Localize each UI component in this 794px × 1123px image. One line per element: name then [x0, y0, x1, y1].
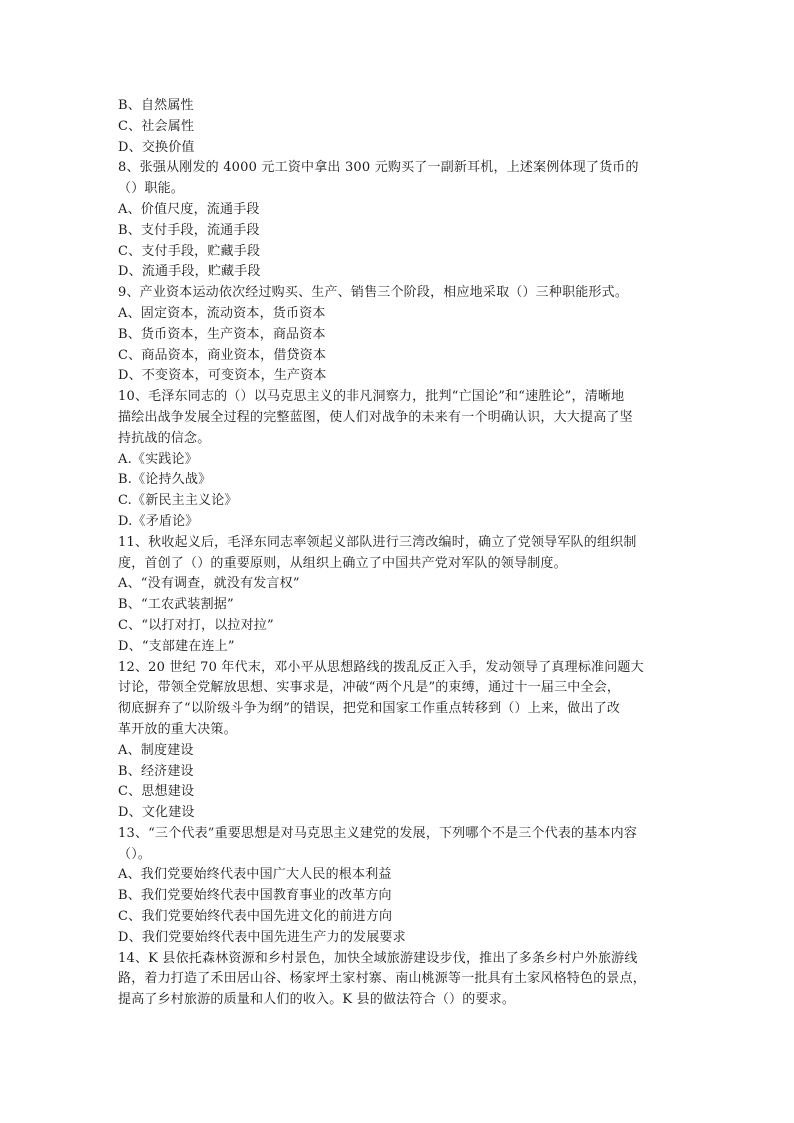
document-page [118, 96, 678, 1011]
prev-question-options [118, 96, 678, 158]
option-d: D、不变资本，可变资本，生产资本 [118, 368, 327, 384]
option-a: A、固定资本，流动资本，货币资本 [118, 305, 326, 321]
question-11 [118, 533, 678, 658]
option-c: C、商品资本，商业资本，借贷资本 [118, 347, 327, 363]
question-text: 11、秋收起义后，毛泽东同志率领起义部队进行三湾改编时，确立了党领导军队的组织制 [118, 534, 637, 550]
question-text: 持抗战的信念。 [118, 430, 211, 446]
question-text: 革开放的重大决策。 [118, 721, 237, 737]
option-d: D、流通手段，贮藏手段 [118, 264, 261, 280]
option-c: C、我们党要始终代表中国先进文化的前进方向 [118, 909, 393, 925]
option-b: B、经济建设 [118, 763, 194, 779]
option-c: C.《新民主主义论》 [118, 493, 238, 509]
option-b: B、支付手段，流通手段 [118, 222, 260, 238]
option-b: B.《论持久战》 [118, 472, 212, 488]
question-text: 讨论，带领全党解放思想、实事求是，冲破“两个凡是”的束缚，通过十一届三中全会， [118, 680, 621, 696]
question-text: 13、“三个代表”重要思想是对马克思主义建党的发展，下列哪个不是三个代表的基本内容 [118, 825, 638, 841]
question-text: 度，首创了（）的重要原则，从组织上确立了中国共产党对军队的领导制度。 [118, 555, 567, 571]
option-d: D、文化建设 [118, 805, 195, 821]
option-d: D、我们党要始终代表中国先进生产力的发展要求 [118, 929, 406, 945]
option-d: D、“支部建在连上” [118, 638, 235, 654]
question-text: 彻底摒弃了“以阶级斗争为纲”的错误，把党和国家工作重点转移到（）上来，做出了改 [118, 701, 621, 717]
question-text: 14、K 县依托森林资源和乡村景色，加快全域旅游建设步伐，推出了多条乡村户外旅游线 [118, 950, 638, 966]
option-b: B、货币资本，生产资本，商品资本 [118, 326, 326, 342]
option-c: C、支付手段，贮藏手段 [118, 243, 261, 259]
option-a: A.《实践论》 [118, 451, 198, 467]
option-a: A、价值尺度，流通手段 [118, 201, 260, 217]
option-b: B、“工农武装割据” [118, 597, 234, 613]
question-13 [118, 824, 678, 949]
question-text: 8、张强从刚发的 4000 元工资中拿出 300 元购买了一副新耳机，上述案例体现了货币的 [118, 160, 639, 176]
option-a: A、制度建设 [118, 742, 194, 758]
question-text: （）职能。 [118, 181, 185, 197]
option-c: C、思想建设 [118, 784, 195, 800]
option-a: A、“没有调查，就没有发言权” [118, 576, 300, 592]
question-10 [118, 387, 678, 533]
option-b: B、我们党要始终代表中国教育事业的改革方向 [118, 888, 392, 904]
question-text: 12、20 世纪 70 年代末，邓小平从思想路线的拨乱反正入手，发动领导了真理标准问题大 [118, 659, 644, 675]
question-text: 9、产业资本运动依次经过购买、生产、销售三个阶段，相应地采取（）三种职能形式。 [118, 285, 629, 301]
question-14 [118, 949, 678, 1011]
question-text: 路，着力打造了禾田居山谷、杨家坪土家村寨、南山桃源等一批具有土家风格特色的景点， [118, 971, 647, 987]
question-12 [118, 658, 678, 824]
option-c: C、社会属性 [118, 118, 195, 134]
question-text: （）。 [118, 846, 152, 862]
option-d: D.《矛盾论》 [118, 513, 199, 529]
question-text: 10、毛泽东同志的（）以马克思主义的非凡洞察力，批判“亡国论”和“速胜论”，清晰地 [118, 389, 625, 405]
option-a: A、我们党要始终代表中国广大人民的根本利益 [118, 867, 392, 883]
option-b: B、自然属性 [118, 98, 194, 113]
question-text: 描绘出战争发展全过程的完整蓝图，使人们对战争的未来有一个明确认识，大大提高了坚 [118, 409, 633, 425]
question-9 [118, 283, 678, 387]
question-text: 提高了乡村旅游的质量和人们的收入。K 县的做法符合（）的要求。 [118, 992, 516, 1008]
option-d: D、交换价值 [118, 139, 195, 155]
question-8 [118, 158, 678, 283]
option-c: C、“以打对打，以拉对拉” [118, 617, 274, 633]
